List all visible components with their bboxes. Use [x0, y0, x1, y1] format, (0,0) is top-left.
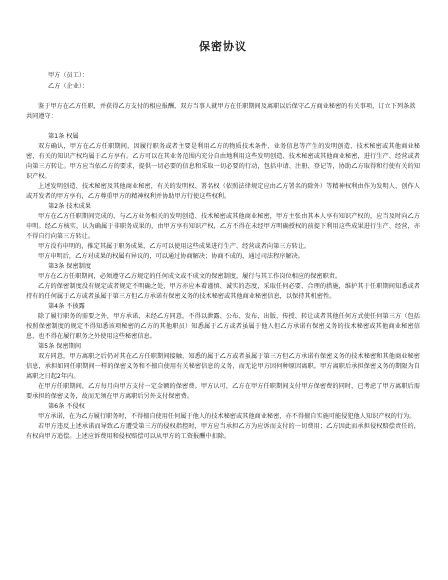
section-heading: 第4条 不披露	[48, 303, 85, 310]
section-paragraph: 双方确认，甲方在乙方任职期间，因履行职务或者主要是利用乙方的物质技术条件、业务信息等产生的发明创造、技术秘密或其他商业秘密，有关的知识产权均属于乙方享有。乙方可以在其业务范围内充分自由地利用这些发明创造、技术秘密或其他商业秘密，进行生产、经营或者向第三方转让。甲方应当依乙方的要求，提供一切必要的信息和采取一切必要的行动，包括申请、注册、登记等，协助乙方取得和行使有关的知识产权。	[26, 143, 420, 180]
section-heading: 第3条 保密制度	[48, 263, 92, 270]
section-paragraph: 双方同意，甲方离职之后仍对其在乙方任职期间接触、知悉的属于乙方或者虽属于第三方但乙方承诺有保密义务的技术秘密和其他商业秘密信息，承担如同任职期间一样的保密义务和不擅自使用有关秘密信息的义务，而无论甲方因何种原因离职。甲方离职后承担保密义务的期限为自离职之日起2年内。	[26, 353, 420, 380]
sections-container	[26, 132, 420, 442]
party-a-line: 甲方（员工）：	[48, 72, 89, 79]
section-paragraph: 乙方的保密制度没有规定或者规定不明确之处，甲方亦应本着谨慎、诚实的态度，采取任何必要、合理的措施，维护其于任职期间知悉或者持有的任何属于乙方或者虽属于第三方但乙方承诺有保密义务的技术秘密或其他商业秘密信息，以保持其机密性。	[26, 283, 420, 300]
section-paragraph: 除了履行职务的需要之外，甲方承诺，未经乙方同意，不得以泄露、公布、发布、出版、传授、转让或者其他任何方式使任何第三方（包括按照保密制度的规定不得知悉该项秘密的乙方的其他职员）知悉属于乙方或者虽属于他人但乙方承诺有保密义务的技术秘密或其他商业秘密信息，也不得在履行职务之外使用这些秘密信息。	[26, 313, 420, 340]
section-paragraph: 在甲方任职期间，乙方每月向甲方支付一定金额的保密费。甲方认可，乙方在甲方任职期间支付甲方保密费的同时，已考虑了甲方离职后需要承担的保密义务，故而无须在甲方离职后另外支付保密费。	[26, 383, 420, 400]
intro-paragraph: 鉴于甲方在乙方任职，并获得乙方支付的相应报酬，双方当事人就甲方在任职期间及离职以后保守乙方商业秘密的有关事项，订立下列条款共同遵守：	[26, 103, 416, 120]
section-6	[26, 402, 420, 442]
document-title: 保密协议	[199, 40, 247, 53]
section-4	[26, 302, 420, 342]
section-3	[26, 262, 420, 302]
party-b-line: 乙方（企业）：	[48, 83, 89, 90]
section-1	[26, 132, 420, 202]
section-paragraph: 甲方申明后，乙方对成果的权属有异议的，可以通过协商解决；协商不成的，通过司法程序解决。	[38, 253, 305, 260]
section-2	[26, 202, 420, 262]
section-heading: 第2条 技术成果	[48, 203, 92, 210]
section-paragraph: 甲方在乙方任职期间，必须遵守乙方规定的任何成文或不成文的保密制度，履行与其工作岗位相应的保密职责。	[38, 273, 342, 280]
section-5	[26, 342, 420, 402]
section-heading: 第5条 保密期间	[38, 343, 82, 350]
section-heading: 第6条 不侵权	[48, 403, 85, 410]
section-paragraph: 上述发明创造、技术秘密及其他商业秘密，有关的发明权、署名权（依照法律规定应由乙方署名的除外）等精神权利由作为发明人、创作人或开发者的甲方享有，乙方尊重甲方的精神权利并协助甲方行使这些权利。	[26, 183, 420, 200]
section-heading: 第1条 权属	[48, 133, 79, 140]
section-paragraph: 甲方承诺，在为乙方履行职务时，不得擅自使用任何属于他人的技术秘密或其他商业秘密，亦不得擅自实施可能侵犯他人知识产权的行为。	[38, 413, 416, 420]
section-paragraph: 甲方在乙方任职期间完成的、与乙方业务相关的发明创造、技术秘密或其他商业秘密，甲方主张由其本人享有知识产权的，应当及时向乙方申明。经乙方核实，认为确属于非职务成果的，由甲方享有知识产权，乙方不得在未经甲方明确授权的前提下利用这些成果进行生产、经营，亦不得自行向第三方转让。	[26, 213, 420, 240]
section-paragraph: 甲方没有申明的，推定其属于职务成果，乙方可以使用这些成果进行生产、经营或者向第三方转让。	[38, 243, 311, 250]
section-paragraph: 若甲方违反上述承诺而导致乙方遭受第三方的侵权指控时，甲方应当承担乙方为应诉而支付的一切费用；乙方因此而承担侵权赔偿责任的，有权向甲方追偿。上述应诉费用和侵权赔偿可以从甲方的工资报酬中扣除。	[26, 423, 420, 440]
